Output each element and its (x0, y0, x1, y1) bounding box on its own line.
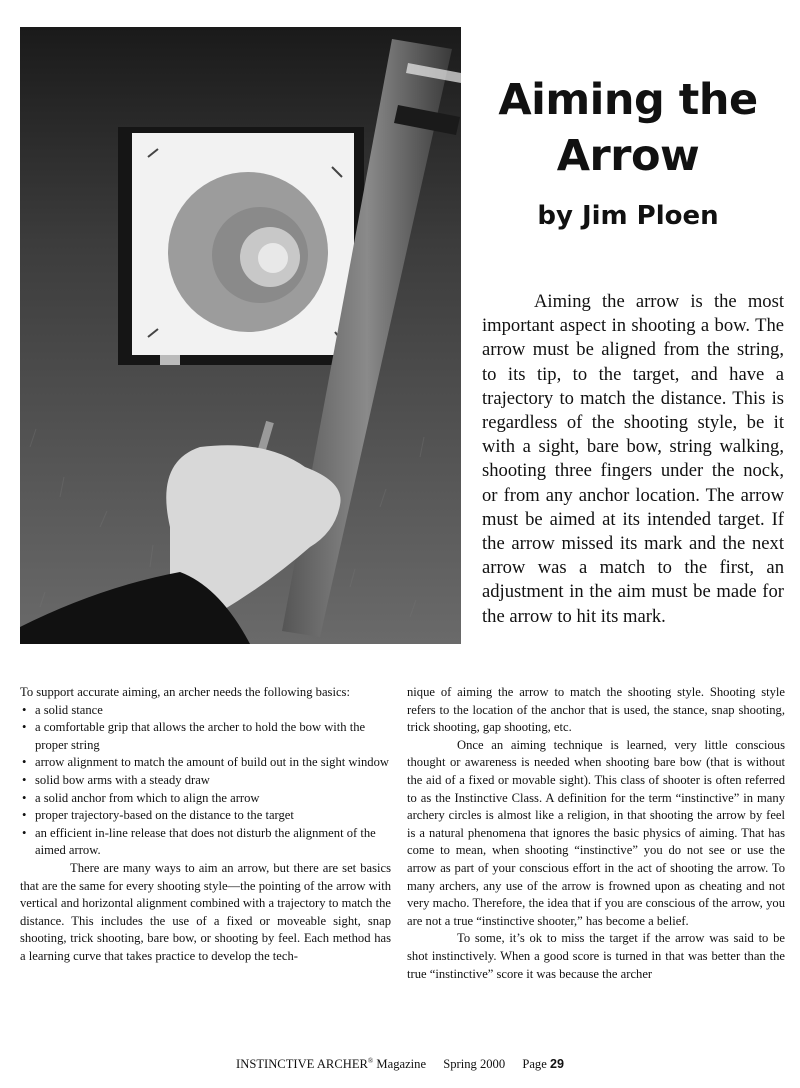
basics-list (20, 702, 391, 860)
article-title (468, 72, 788, 184)
magazine-name: INSTINCTIVE ARCHER® Magazine (236, 1057, 427, 1072)
list-item: • an efficient in-line release that does not disturb the alignment of the aimed arrow. (20, 825, 391, 860)
page-footer (0, 1053, 800, 1072)
lead-text: Aiming the arrow is the most important aspect in shooting a bow. The arrow must be aligned from the string, to its tip, to the target, and have a trajectory to match the distance. This is regardless of the shooting style, be it with a sight, bare bow, string walking, shooting three fingers under the nock, or from any anchor location. The arrow must be aimed at its intended target. If the arrow missed its mark and the next arrow was a match to the first, an adjustment in the aim must be made for the arrow to hit its mark. (482, 291, 784, 627)
title-line-1: Aiming the (498, 75, 758, 125)
article-photo (20, 27, 461, 644)
body-paragraph: nique of aiming the arrow to match the shooting style. Shooting style refers to the location of the anchor that is used, the stance, snap shooting, trick shooting, gap shooting, etc. (407, 685, 785, 735)
basics-intro: To support accurate aiming, an archer needs the following basics: (20, 685, 350, 699)
body-column-1 (20, 684, 391, 966)
body-paragraph: There are many ways to aim an arrow, but there are set basics that are the same for every shooting style—the pointing of the arrow with vertical and horizontal alignment combined with a trajectory to match the distance. This includes the use of a fixed or moveable sight, snap shooting, trick shooting, bare bow, or shooting by feel. Each method has a learning curve that takes practice to develop the tech- (20, 860, 391, 963)
issue-date: Spring 2000 (443, 1057, 506, 1072)
list-item: • proper trajectory-based on the distance to the target (20, 807, 391, 825)
body-paragraph: To some, it’s ok to miss the target if the arrow was said to be shot instinctively. When a good score is turned in that was better than the true “instinctive” score it was because the archer (407, 931, 785, 981)
body-paragraph: Once an aiming technique is learned, very little conscious thought or awareness is needed when shooting bare bow (that is without the aid of a fixed or movable sight). This class of shooter is often referred to as the Instinctive Class. A definition for the term “instinctive” in many archery circles is almost like a religion, in that shooting the arrow by feel is a natural phenomena that ignores the basic physics of aiming. That has come to mean, when shooting “instinctive” you do not see or use the arrow as part of your conscious effort in the act of shooting the arrow. To many archers, any use of the arrow is frowned upon as cheating and not very macho. Therefore, the idea that if you are conscious of the arrow, you are not a true “instinctive shooter,” has become a belief. (407, 737, 785, 928)
list-item: • a solid anchor from which to align the arrow (20, 790, 391, 808)
lead-paragraph (482, 290, 784, 629)
list-item: • arrow alignment to match the amount of build out in the sight window (20, 754, 391, 772)
title-line-2: Arrow (556, 131, 700, 181)
list-item: • solid bow arms with a steady draw (20, 772, 391, 790)
list-item: • a solid stance (20, 702, 391, 720)
body-column-2 (407, 684, 785, 983)
page-number: Page 29 (522, 1057, 564, 1072)
list-item: • a comfortable grip that allows the archer to hold the bow with the proper string (20, 719, 391, 754)
byline: by Jim Ploen (537, 201, 719, 231)
archery-target-photo (20, 27, 461, 644)
